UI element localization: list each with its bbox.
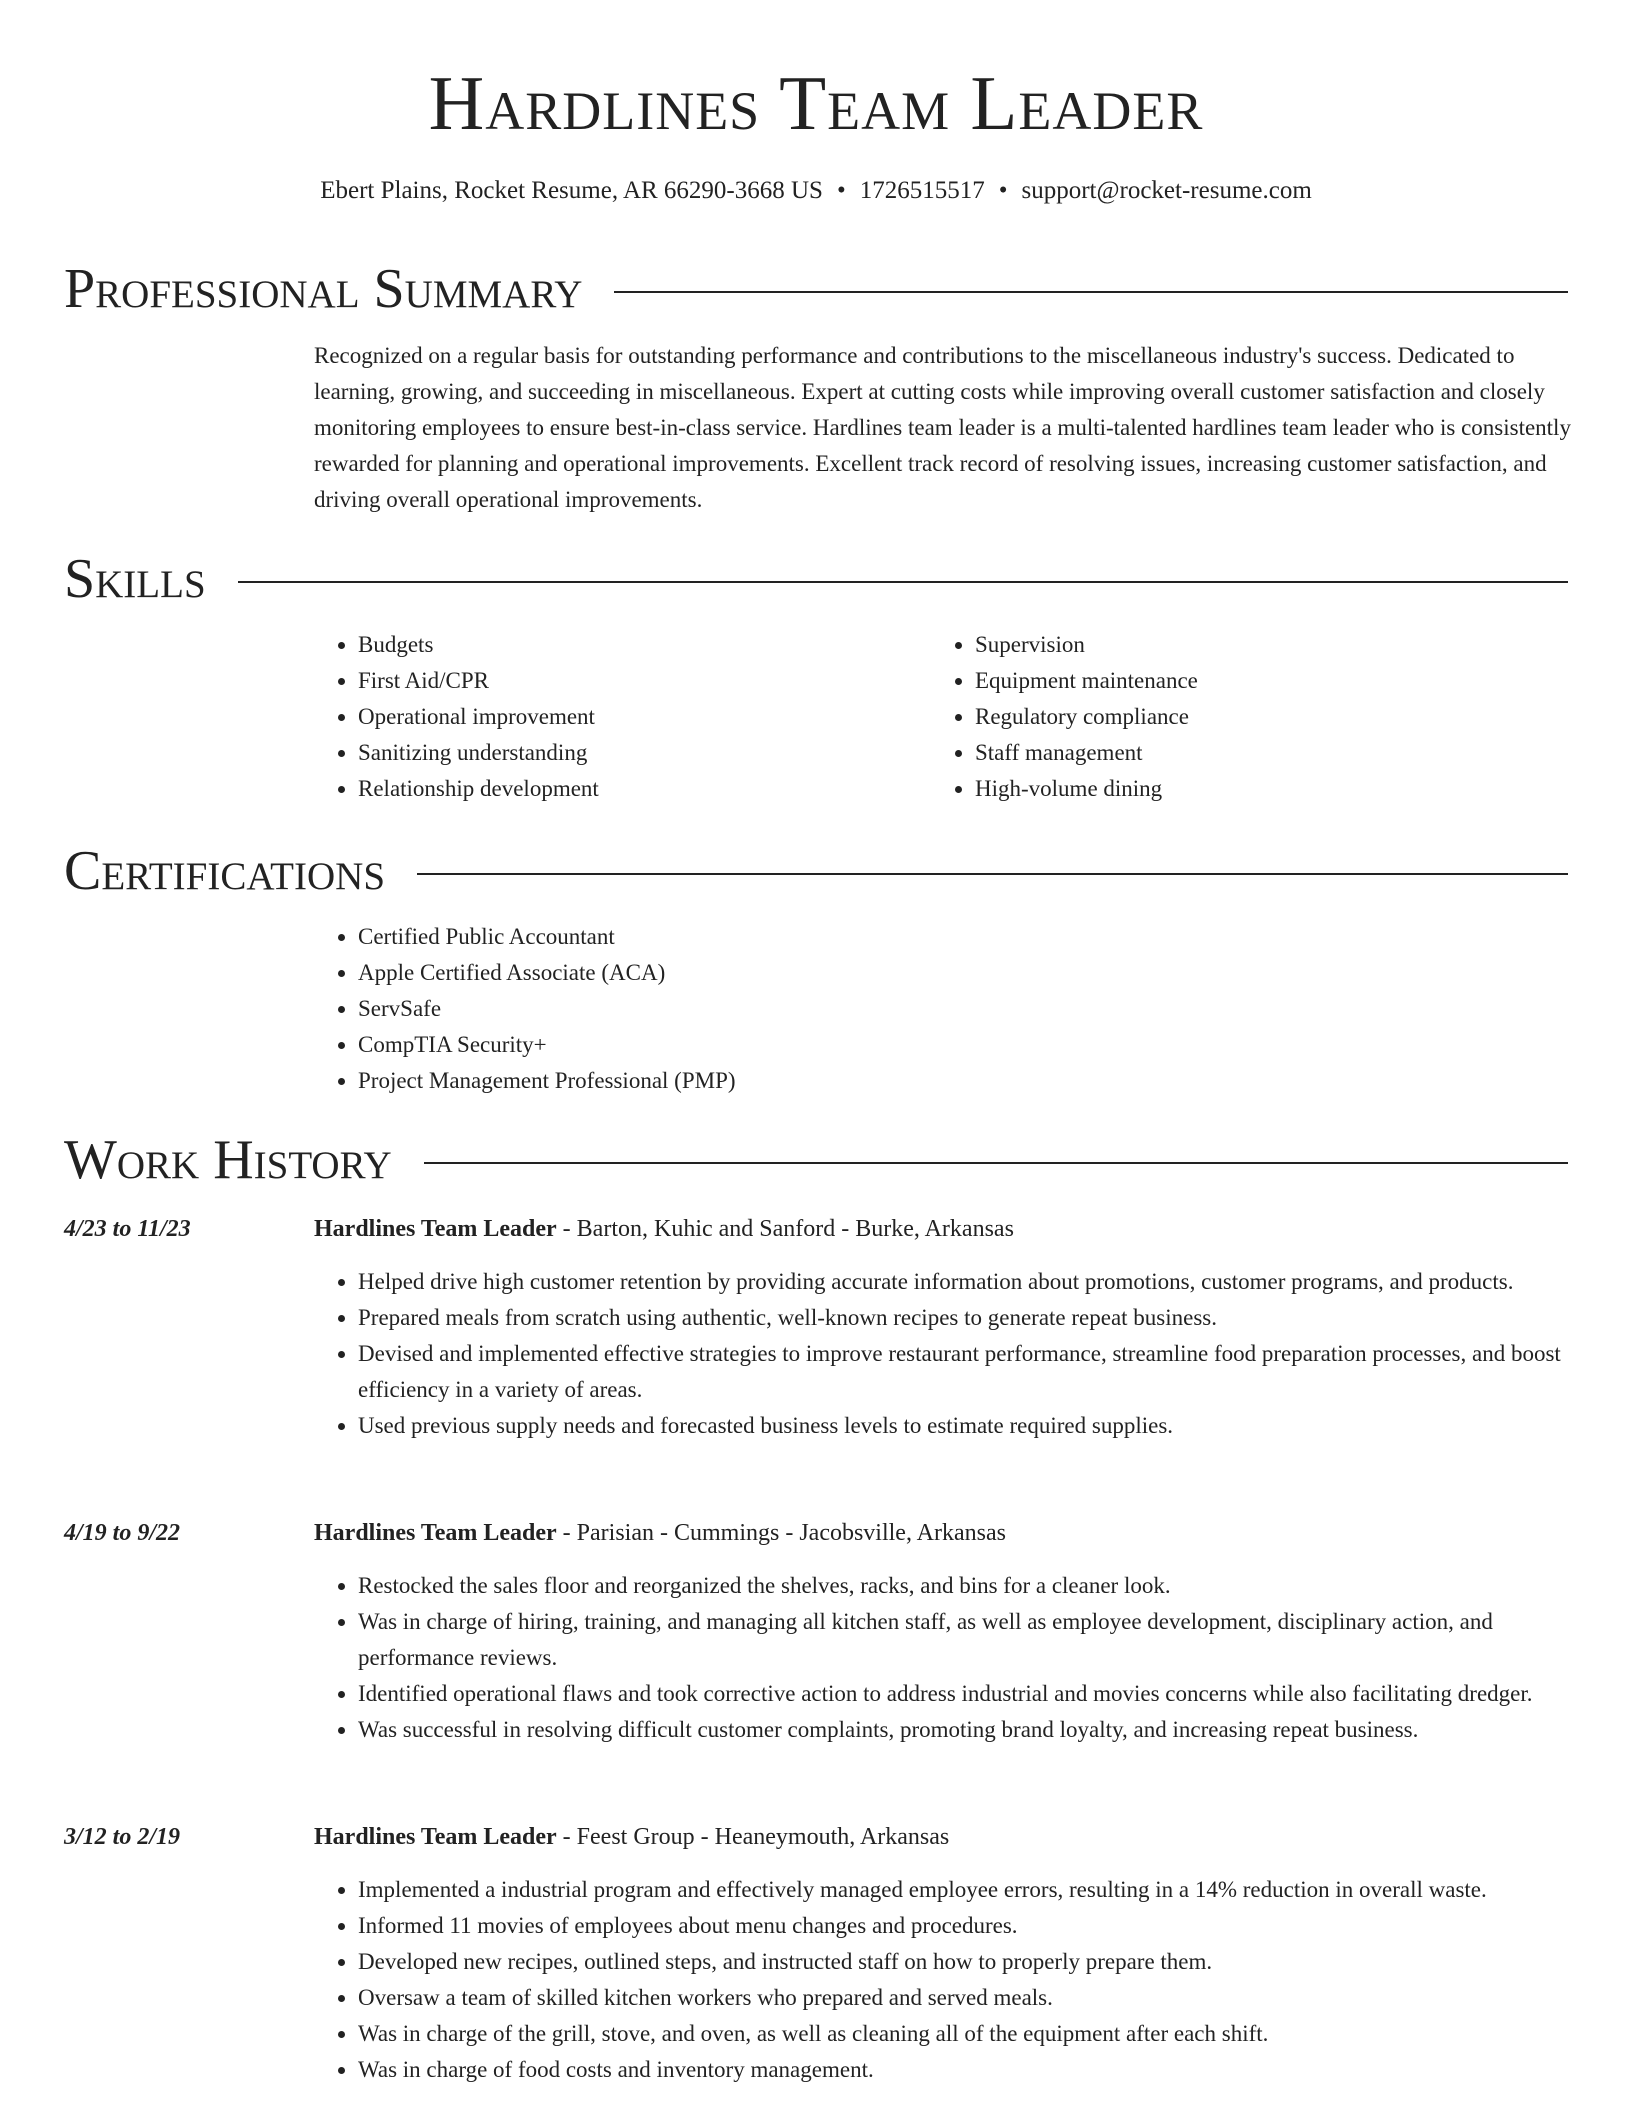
skill-item: • Regulatory compliance (975, 699, 1198, 735)
section-divider (614, 291, 1568, 293)
skill-item: • Sanitizing understanding (358, 735, 599, 771)
certifications-section-header (64, 838, 1568, 904)
skill-item: • Supervision (975, 627, 1198, 663)
job-bullets (314, 1264, 1612, 1444)
job-employer-location: - Barton, Kuhic and Sanford - Burke, Arkansas (556, 1216, 1014, 1242)
skills-list-left (314, 627, 599, 807)
certification-item: • CompTIA Security+ (358, 1027, 736, 1063)
job-dates: 4/19 to 9/22 (64, 1520, 181, 1546)
job-bullet: • Informed 11 movies of employees about menu changes and procedures. (358, 1908, 1612, 1944)
skill-item: • First Aid/CPR (358, 663, 599, 699)
job-bullet: • Implemented a industrial program and effectively managed employee errors, resulting in a 14% reduction in overall waste. (358, 1872, 1612, 1908)
job-bullet: • Prepared meals from scratch using authentic, well-known recipes to generate repeat business. (358, 1300, 1612, 1336)
summary-section-header (64, 256, 1568, 322)
section-divider (417, 873, 1568, 875)
job-heading (314, 1515, 1006, 1551)
contact-line (0, 174, 1632, 208)
candidate-name: Hardlines Team Leader (428, 60, 1204, 146)
job-bullet: • Developed new recipes, outlined steps, and instructed staff on how to properly prepare them. (358, 1944, 1612, 1980)
section-title-summary: Professional Summary (64, 258, 583, 320)
job-bullet: • Was in charge of food costs and inventory management. (358, 2052, 1612, 2088)
job-bullet: • Identified operational flaws and took corrective action to address industrial and movies concerns while also facilitating dredger. (358, 1676, 1612, 1712)
skill-item: • Relationship development (358, 771, 599, 807)
job-bullet: • Oversaw a team of skilled kitchen workers who prepared and served meals. (358, 1980, 1612, 2016)
job-dates: 4/23 to 11/23 (64, 1216, 191, 1242)
skill-item: • Operational improvement (358, 699, 599, 735)
skills-list-right (931, 627, 1198, 807)
separator-dot: • (998, 177, 1008, 204)
section-divider (424, 1162, 1568, 1164)
certification-item: • Project Management Professional (PMP) (358, 1063, 736, 1099)
job-title: Hardlines Team Leader (314, 1824, 557, 1850)
summary-text: Recognized on a regular basis for outstanding performance and contributions to the miscellaneous industry's success. Dedicated to learning, growing, and succeeding in miscellaneous. Expert at cutting costs while improving overall customer satisfaction and closely monitoring employees to ensure best-in-class service. Hardlines team leader is a multi-talented hardlines team leader who is consistently rewarded for planning and operational improvements. Excellent track record of resolving issues, increasing customer satisfaction, and driving overall operational improvements. (314, 343, 1571, 512)
section-title-skills: Skills (64, 548, 206, 610)
certification-item: • ServSafe (358, 991, 736, 1027)
separator-dot: • (836, 177, 846, 204)
job-bullet: • Was in charge of hiring, training, and managing all kitchen staff, as well as employee development, disciplinary action, and performance reviews. (358, 1604, 1612, 1676)
job-bullet: • Devised and implemented effective strategies to improve restaurant performance, streamline food preparation processes, and boost efficiency in a variety of areas. (358, 1336, 1612, 1408)
certification-item: • Apple Certified Associate (ACA) (358, 955, 736, 991)
job-employer-location: - Feest Group - Heaneymouth, Arkansas (556, 1824, 950, 1850)
job-heading (314, 1211, 1014, 1247)
skill-item: • Budgets (358, 627, 599, 663)
job-bullet: • Helped drive high customer retention by providing accurate information about promotions, customer programs, and products. (358, 1264, 1612, 1300)
job-employer-location: - Parisian - Cummings - Jacobsville, Arkansas (556, 1520, 1006, 1546)
address: Ebert Plains, Rocket Resume, AR 66290-3668 US (320, 177, 823, 204)
job-bullet: • Was in charge of the grill, stove, and oven, as well as cleaning all of the equipment after each shift. (358, 2016, 1612, 2052)
skill-item: • Equipment maintenance (975, 663, 1198, 699)
skills-section-header (64, 546, 1568, 612)
certification-item: • Certified Public Accountant (358, 919, 736, 955)
job-bullets (314, 1568, 1612, 1748)
job-title: Hardlines Team Leader (314, 1216, 557, 1242)
work-history-section-header (64, 1127, 1568, 1193)
job-bullets (314, 1872, 1612, 2088)
job-bullet: • Restocked the sales floor and reorganized the shelves, racks, and bins for a cleaner look. (358, 1568, 1612, 1604)
job-heading (314, 1819, 949, 1855)
job-bullet: • Used previous supply needs and forecasted business levels to estimate required supplies. (358, 1408, 1612, 1444)
certifications-list (314, 919, 736, 1099)
job-title: Hardlines Team Leader (314, 1520, 557, 1546)
section-title-work-history: Work History (64, 1129, 392, 1191)
email: support@rocket-resume.com (1021, 177, 1312, 204)
skill-item: • Staff management (975, 735, 1198, 771)
phone: 1726515517 (859, 177, 985, 204)
section-divider (238, 581, 1568, 583)
skill-item: • High-volume dining (975, 771, 1198, 807)
job-dates: 3/12 to 2/19 (64, 1824, 181, 1850)
section-title-certifications: Certifications (64, 840, 386, 902)
job-bullet: • Was successful in resolving difficult customer complaints, promoting brand loyalty, and increasing repeat business. (358, 1712, 1612, 1748)
